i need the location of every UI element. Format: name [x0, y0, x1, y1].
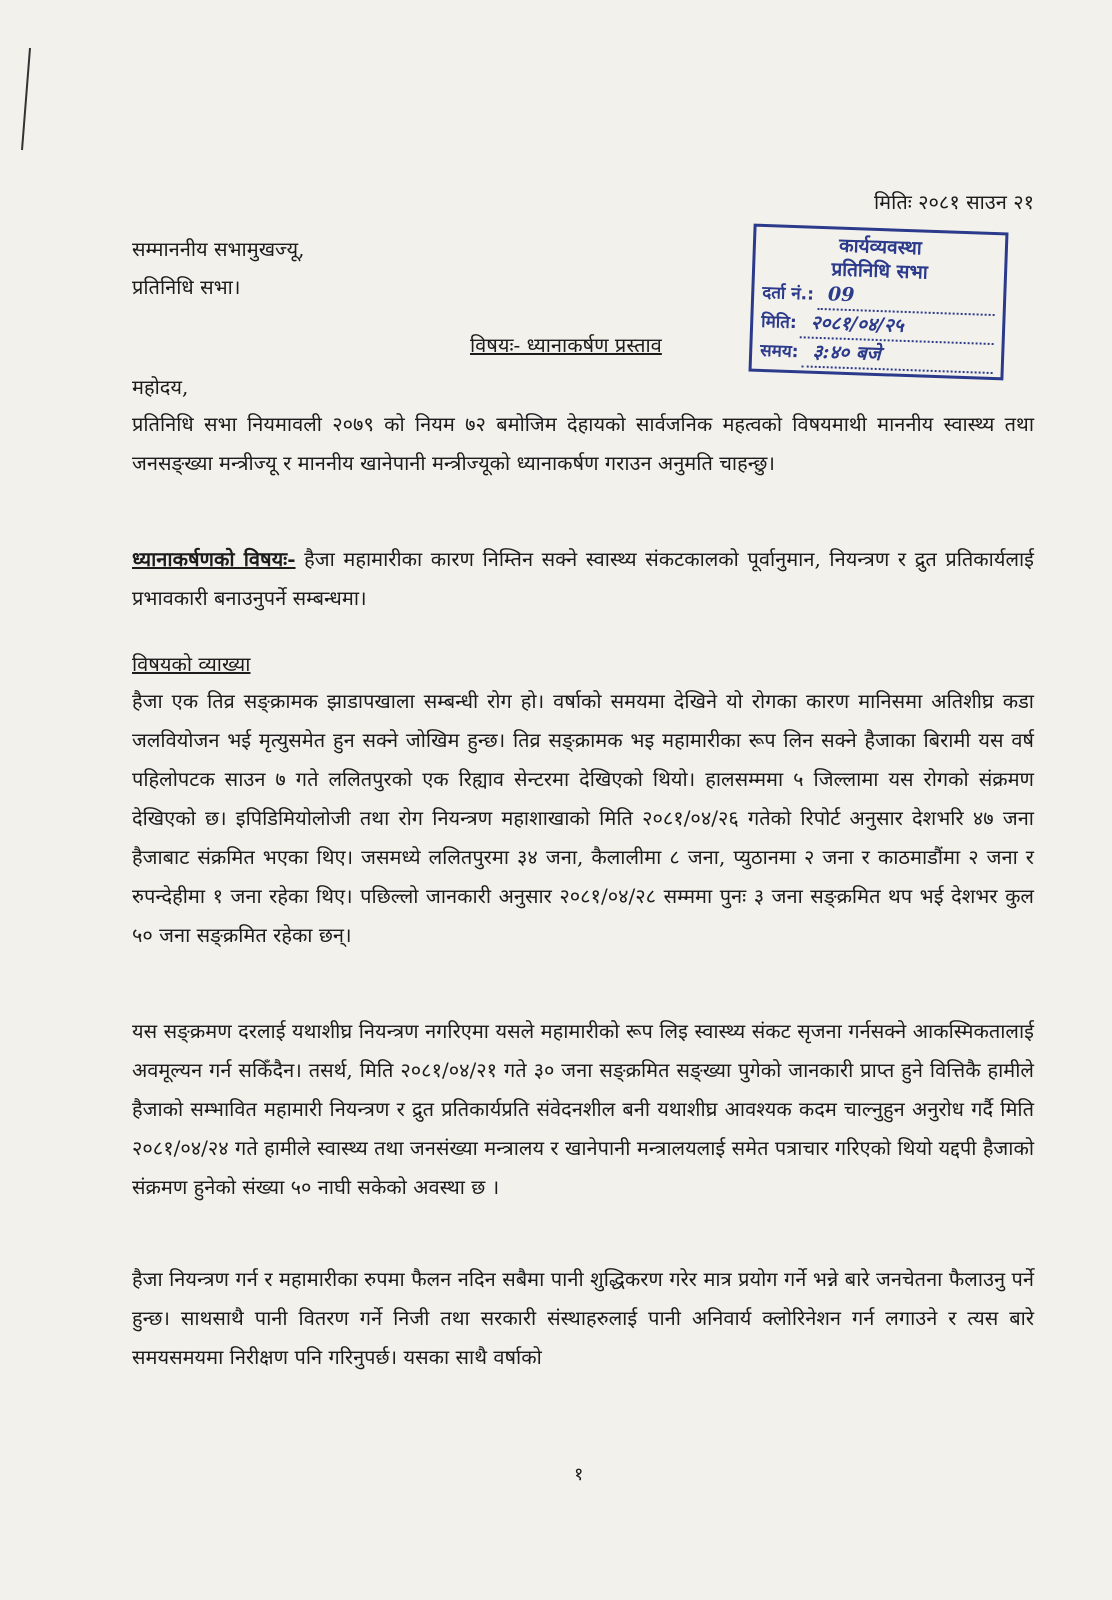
explanation-heading-text: विषयको व्याख्या	[132, 652, 251, 676]
stamp-time-label: समय:	[759, 340, 799, 363]
stamp-title2: प्रतिनिधि सभा	[831, 258, 929, 284]
stamp-date-value: २०८१/०४/२५	[800, 309, 994, 345]
stamp-time-value: ३:४० बजे	[802, 338, 994, 374]
subject-line: विषयः- ध्यानाकर्षण प्रस्ताव	[470, 333, 662, 357]
attention-text: हैजा महामारीका कारण निम्तिन सक्ने स्वास्थ्य संकटकालको पूर्वानुमान, नियन्त्रण र द्रुत प्रतिकार्यलाई प्रभावकारी बनाउनुपर्ने सम्बन्धमा।	[132, 547, 1035, 610]
attention-paragraph	[132, 540, 1034, 618]
page-number: १	[574, 1464, 584, 1485]
addressee	[132, 230, 304, 306]
paragraph-1: हैजा एक तिव्र सङ्क्रामक झाडापखाला सम्बन्धी रोग हो। वर्षाको समयमा देखिने यो रोगका कारण मानिसमा अतिशीघ्र कडा जलवियोजन भई मृत्युसमेत हुन सक्ने जोखिम हुन्छ। तिव्र सङ्क्रामक भइ महामारीका रूप लिन सक्ने हैजाका बिरामी यस वर्ष पहिलोपटक साउन ७ गते ललितपुरको एक रिह्याव सेन्टरमा देखिएको थियो। हालसम्ममा ५ जिल्लामा यस रोगको संक्रमण देखिएको छ। इपिडिमियोलोजी तथा रोग नियन्त्रण महाशाखाको मिति २०८१/०४/२६ गतेको रिपोर्ट अनुसार देशभरि ४७ जना हैजाबाट संक्रमित भएका थिए। जसमध्ये ललितपुरमा ३४ जना, कैलालीमा ८ जना, प्युठानमा २ जना र काठमाडौंमा २ जना र रुपन्देहीमा १ जना रहेका थिए। पछिल्लो जानकारी अनुसार २०८१/०४/२८ सम्ममा पुनः ३ जना सङ्क्रमित थप भई देशभर कुल ५० जना सङ्क्रमित रहेका छन्।	[132, 689, 1034, 947]
pen-mark	[8, 40, 38, 160]
stamp-reg-label: दर्ता नं.:	[761, 282, 815, 305]
stamp-reg-value: 09	[817, 281, 995, 316]
attention-label: ध्यानाकर्षणको विषयः-	[132, 547, 296, 571]
salutation: महोदय,	[132, 375, 189, 399]
explanation-heading	[132, 645, 1034, 684]
registration-stamp	[748, 224, 1008, 381]
paragraph-2: यस सङ्क्रमण दरलाई यथाशीघ्र नियन्त्रण नगरिएमा यसले महामारीको रूप लिइ स्वास्थ्य संकट सृजना गर्नसक्ने आकस्मिकतालाई अवमूल्यन गर्न सकिँदैन। तसर्थ, मिति २०८१/०४/२१ गते ३० जना सङ्क्रमित सङ्ख्या पुगेको जानकारी प्राप्त हुने वित्तिकै हामीले हैजाको सम्भावित महामारी नियन्त्रण र द्रुत प्रतिकार्यप्रति संवेदनशील बनी यथाशीघ्र आवश्यक कदम चाल्नुहुन अनुरोध गर्दै मिति २०८१/०४/२४ गते हामीले स्वास्थ्य तथा जनसंख्या मन्त्रालय र खानेपानी मन्त्रालयलाई समेत पत्राचार गरिएको थियो यद्दपी हैजाको संक्रमण हुनेको संख्या ५० नाघी सकेको अवस्था छ ।	[132, 1019, 1034, 1199]
addressee-line1: सम्माननीय सभामुखज्यू,	[132, 237, 305, 261]
date-line: मितिः २०८१ साउन २१	[874, 190, 1034, 214]
addressee-line2: प्रतिनिधि सभा।	[132, 275, 241, 299]
stamp-title1: कार्यव्यवस्था	[838, 234, 923, 260]
paragraph-3: हैजा नियन्त्रण गर्न र महामारीका रुपमा फैलन नदिन सबैमा पानी शुद्धिकरण गरेर मात्र प्रयोग गर्ने भन्ने बारे जनचेतना फैलाउनु पर्ने हुन्छ। साथसाथै पानी वितरण गर्ने निजी तथा सरकारी संस्थाहरुलाई पानी अनिवार्य क्लोरिनेशन गर्न लगाउने र त्यस बारे समयसमयमा निरीक्षण पनि गरिनुपर्छ। यसका साथै वर्षाको	[132, 1267, 1034, 1369]
stamp-date-label: मिति:	[760, 311, 798, 334]
intro-paragraph: प्रतिनिधि सभा नियमावली २०७९ को नियम ७२ बमोजिम देहायको सार्वजनिक महत्वको विषयमाथी माननीय स्वास्थ्य तथा जनसङ्ख्या मन्त्रीज्यू र माननीय खानेपानी मन्त्रीज्यूको ध्यानाकर्षण गराउन अनुमति चाहन्छु।	[132, 412, 1034, 475]
